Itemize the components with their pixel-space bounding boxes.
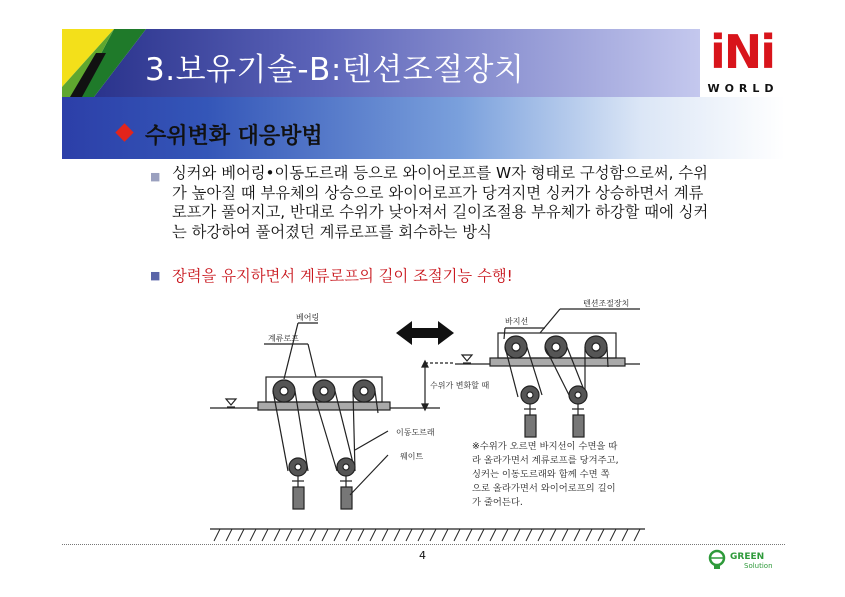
green-solution-logo bbox=[706, 549, 786, 571]
logo-sub-text: WORLD bbox=[707, 82, 779, 95]
footer-divider bbox=[62, 544, 785, 545]
section-heading: 수위변화 대응방법 bbox=[145, 124, 323, 149]
note-line: 싱커는 이동도르래와 함께 수면 쪽 bbox=[472, 469, 610, 480]
highlight-text: 장력을 유지하면서 계류로프의 길이 조절기능 수행! bbox=[172, 267, 513, 285]
brand-top-text: GREEN bbox=[730, 552, 765, 562]
label-bearing: 베어링 bbox=[296, 313, 320, 322]
square-bullet-icon: ■ bbox=[150, 170, 161, 183]
label-level-change: 수위가 변화할 때 bbox=[430, 381, 490, 390]
label-tension-device: 텐션조절장치 bbox=[583, 299, 630, 308]
page-title: 3.보유기술-B:텐션조절장치 bbox=[145, 52, 525, 88]
note-line: ※수위가 오르면 바지선이 수면을 따 bbox=[472, 441, 618, 452]
label-weight: 웨이트 bbox=[400, 452, 424, 461]
tension-device-diagram bbox=[200, 295, 660, 543]
logo-main-text: iNi bbox=[709, 25, 775, 79]
square-bullet-icon: ■ bbox=[150, 269, 161, 282]
label-barge: 바지선 bbox=[505, 317, 529, 326]
note-line: 가 줄어든다. bbox=[472, 497, 523, 508]
note-line: 으로 올라가면서 와이어로프의 길이 bbox=[472, 483, 616, 494]
label-mooring-rope: 계류로프 bbox=[268, 334, 299, 343]
brand-bottom-text: Solution bbox=[744, 562, 773, 570]
description-paragraph: 싱커와 베어링•이동도르래 등으로 와이어로프를 W자 형태로 구성함으로써, 수위가 높아질 때 부유체의 상승으로 와이어로프가 당겨지면 싱커가 상승하면서 계류로프가 풀어지고, 반대로 수위가 낮아져서 길이조절용 부유체가 하강할 때에 싱커는 하강하여 풀어졌던 계류로프를 회수하는 방식 bbox=[172, 164, 709, 241]
page-number: 4 bbox=[419, 549, 426, 562]
ini-world-logo bbox=[700, 25, 784, 97]
corner-decoration bbox=[62, 29, 146, 97]
label-moving-pulley: 이동도르래 bbox=[396, 428, 435, 437]
note-line: 라 올라가면서 계류로프를 당겨주고, bbox=[472, 455, 619, 466]
